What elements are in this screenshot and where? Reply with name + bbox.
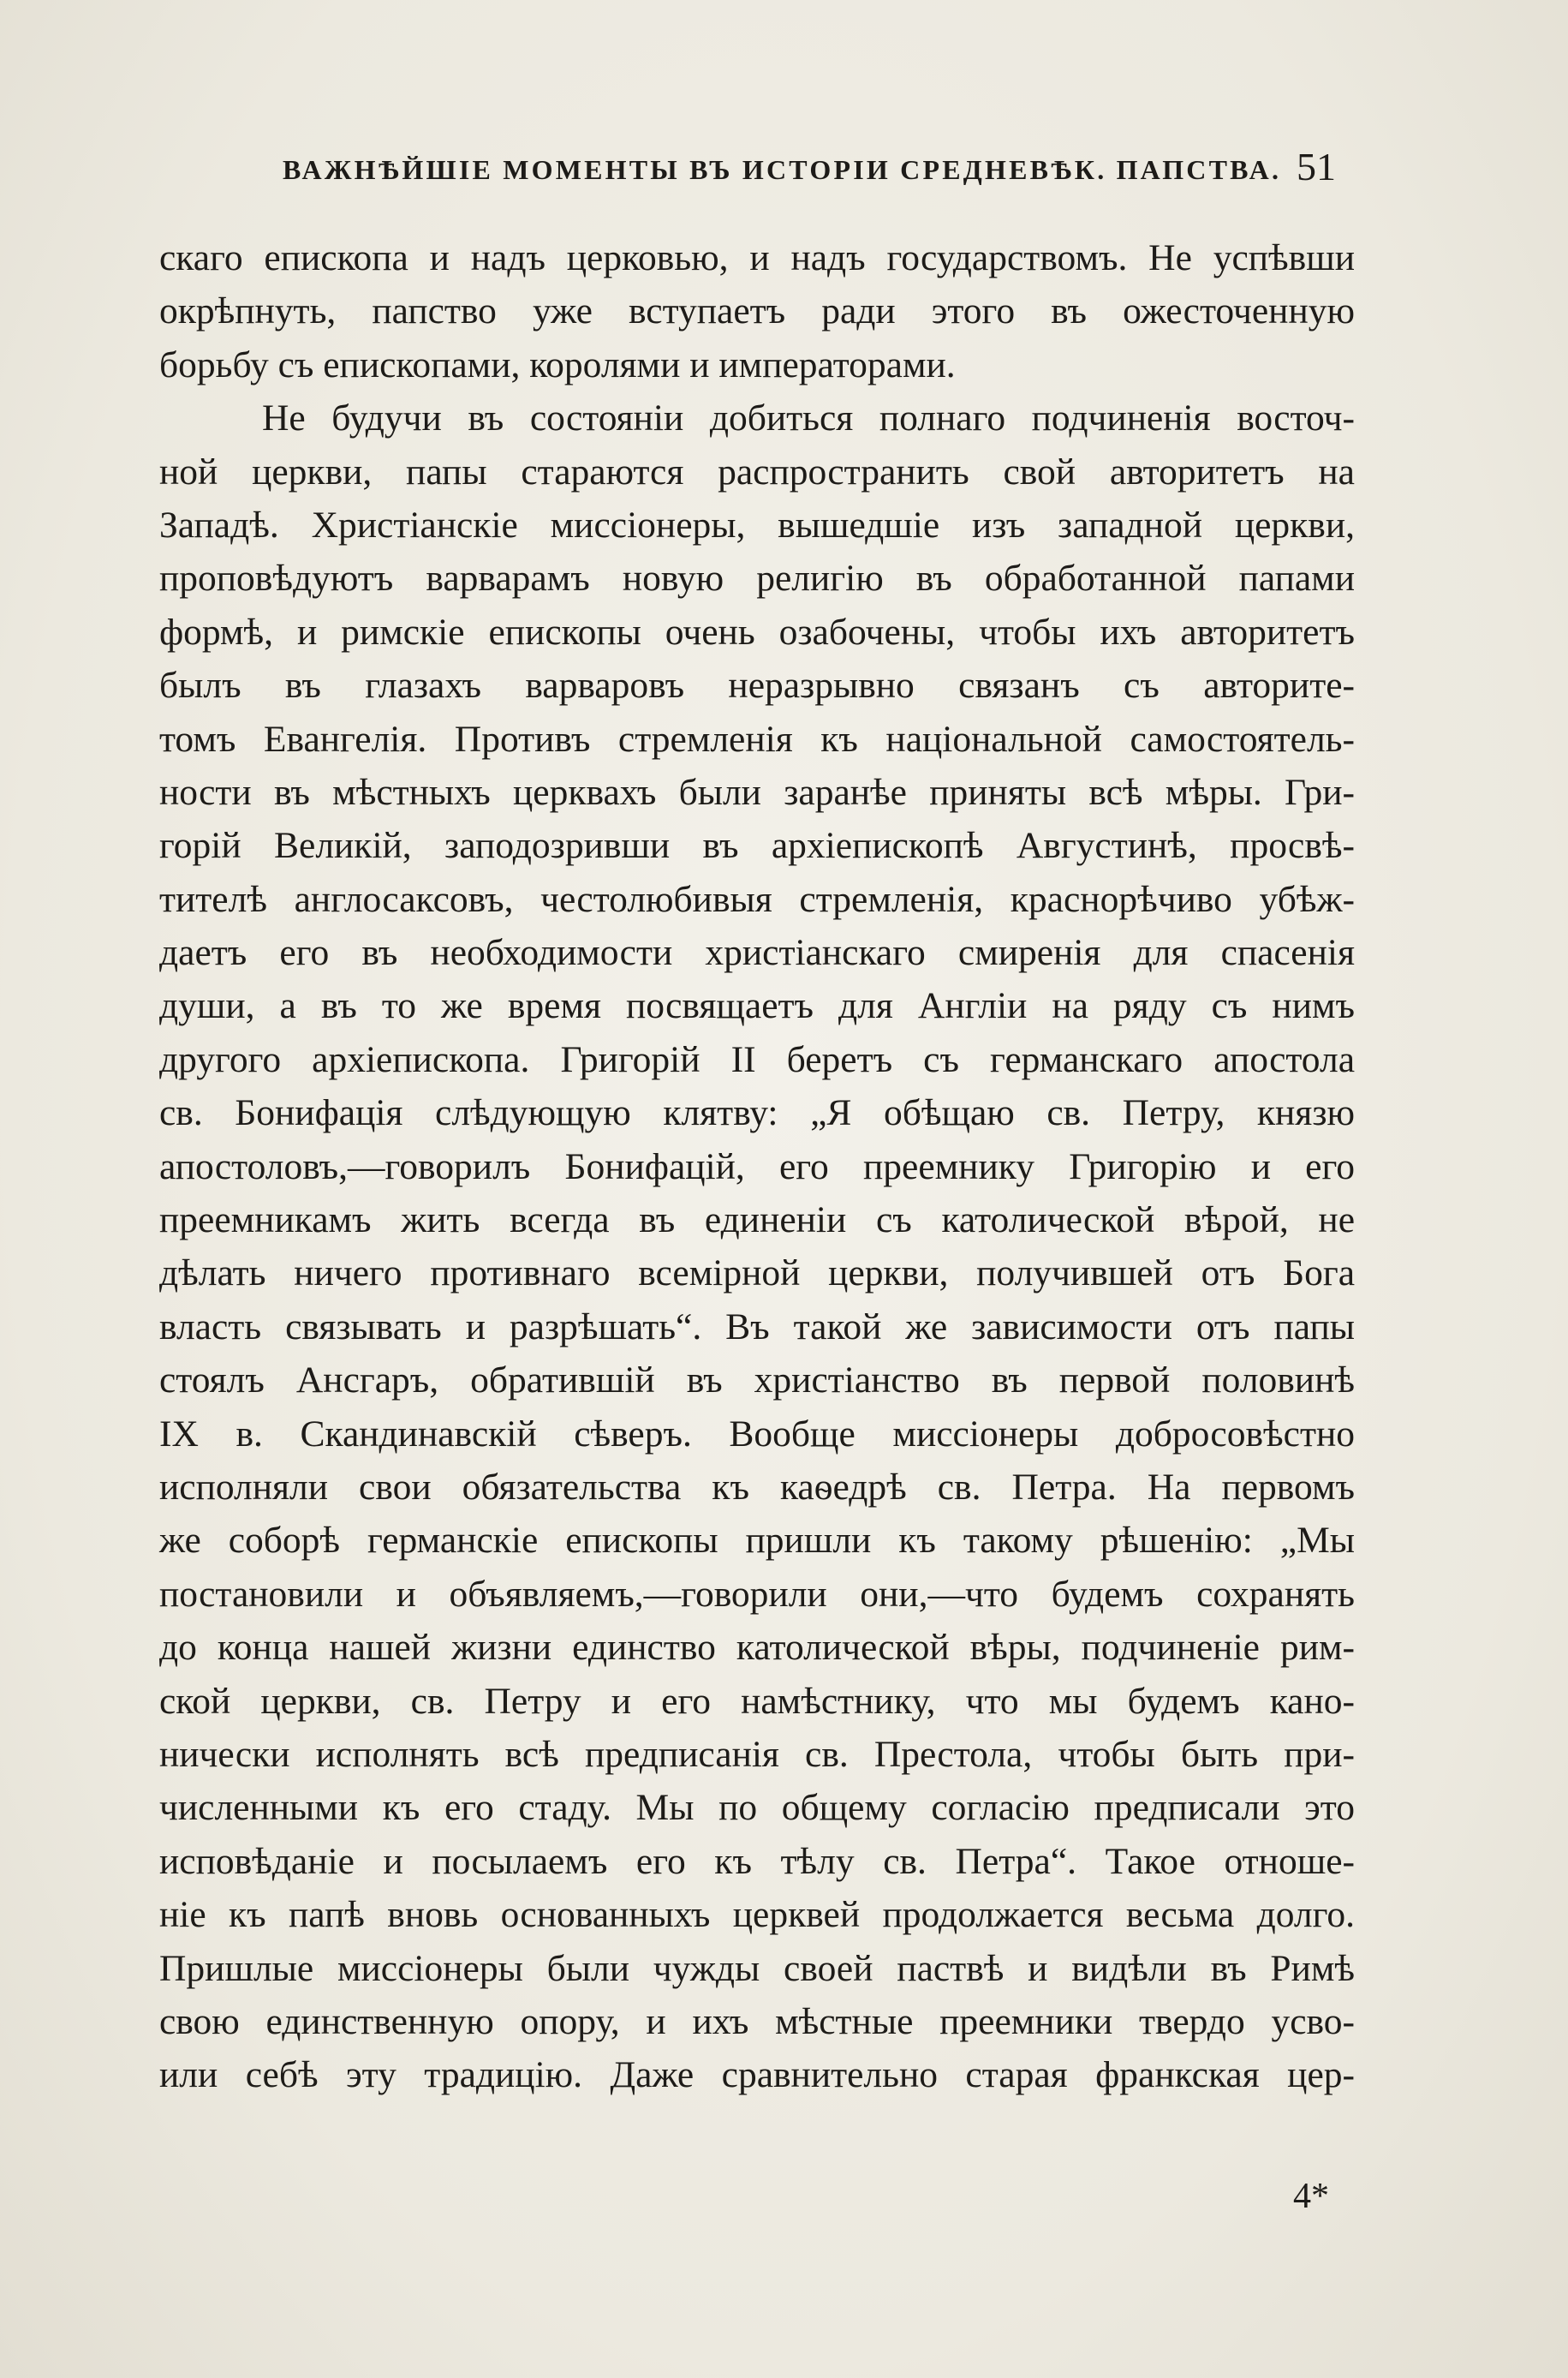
text-line: томъ Евангелія. Противъ стремленія къ національной самостоятель- xyxy=(159,718,1355,760)
text-line: былъ въ глазахъ варваровъ неразрывно связанъ съ авторите- xyxy=(159,665,1355,707)
text-line: души, а въ то же время посвящаетъ для Англіи на ряду съ нимъ xyxy=(159,985,1355,1027)
text-line: же соборѣ германскіе епископы пришли къ такому рѣшенію: „Мы xyxy=(159,1520,1355,1562)
text-line: Пришлые миссіонеры были чужды своей паствѣ и видѣли въ Римѣ xyxy=(159,1947,1355,1989)
text-line: ніе къ папѣ вновь основанныхъ церквей продолжается весьма долго. xyxy=(159,1894,1355,1936)
text-line: другого архіепископа. Григорій II беретъ съ германскаго апостола xyxy=(159,1038,1355,1080)
text-line: тителѣ англосаксовъ, честолюбивыя стремленія, краснорѣчиво убѣж- xyxy=(159,878,1355,920)
text-line: Не будучи въ состояніи добиться полнаго подчиненія восточ- xyxy=(262,397,1355,439)
text-line: формѣ, и римскіе епископы очень озабочены, чтобы ихъ авторитетъ xyxy=(159,611,1355,653)
body-text xyxy=(159,231,1355,2102)
text-line: Западѣ. Христіанскіе миссіонеры, вышедшіе изъ западной церкви, xyxy=(159,504,1355,546)
text-line: численными къ его стаду. Мы по общему согласію предписали это xyxy=(159,1787,1355,1829)
text-line: борьбу съ епископами, королями и императорами. xyxy=(159,344,956,385)
text-line: нически исполнять всѣ предписанія св. Престола, чтобы быть при- xyxy=(159,1733,1355,1775)
text-line: дѣлать ничего противнаго всемірной церкви, получившей отъ Бога xyxy=(159,1252,1355,1294)
text-line: до конца нашей жизни единство католической вѣры, подчиненіе рим- xyxy=(159,1627,1355,1669)
running-header xyxy=(283,144,1336,195)
text-line: горій Великій, заподозривши въ архіепископѣ Августинѣ, просвѣ- xyxy=(159,825,1355,867)
text-line: стоялъ Ансгаръ, обратившій въ христіанство въ первой половинѣ xyxy=(159,1359,1355,1401)
text-line: исповѣданіе и посылаемъ его къ тѣлу св. Петра“. Такое отноше- xyxy=(159,1840,1355,1882)
page-number: 51 xyxy=(1297,145,1336,188)
text-line: ской церкви, св. Петру и его намѣстнику, что мы будемъ кано- xyxy=(159,1680,1355,1722)
text-line: IX в. Скандинавскій сѣверъ. Вообще миссіонеры добросовѣстно xyxy=(159,1413,1355,1455)
text-line: преемникамъ жить всегда въ единеніи съ католической вѣрой, не xyxy=(159,1199,1355,1241)
text-line: исполняли свои обязательства къ каѳедрѣ св. Петра. На первомъ xyxy=(159,1466,1355,1508)
text-line: св. Бонифація слѣдующую клятву: „Я обѣщаю св. Петру, князю xyxy=(159,1092,1355,1134)
text-line: апостоловъ,—говорилъ Бонифацій, его преемнику Григорію и его xyxy=(159,1145,1355,1187)
text-line: власть связывать и разрѣшать“. Въ такой же зависимости отъ папы xyxy=(159,1306,1355,1347)
text-line: проповѣдуютъ варварамъ новую религію въ обработанной папами xyxy=(159,558,1355,600)
signature-mark: 4* xyxy=(1293,2177,1329,2216)
text-line: окрѣпнуть, папство уже вступаетъ ради этого въ ожесточенную xyxy=(159,290,1355,332)
text-line: постановили и объявляемъ,—говорили они,—что будемъ сохранять xyxy=(159,1573,1355,1615)
text-line: или себѣ эту традицію. Даже сравнительно старая франкская цер- xyxy=(159,2054,1355,2096)
text-line: даетъ его въ необходимости христіанскаго смиренія для спасенія xyxy=(159,932,1355,974)
text-line: скаго епископа и надъ церковью, и надъ государствомъ. Не успѣвши xyxy=(159,237,1355,278)
text-line: ности въ мѣстныхъ церквахъ были заранѣе приняты всѣ мѣры. Гри- xyxy=(159,771,1355,813)
text-line: свою единственную опору, и ихъ мѣстные преемники твердо усво- xyxy=(159,2000,1355,2042)
running-title: ВАЖНѢЙШІЕ МОМЕНТЫ ВЪ ИСТОРІИ СРЕДНЕВѢК. ПАПСТВА. xyxy=(283,154,1282,185)
text-line: ной церкви, папы стараются распространить свой авторитетъ на xyxy=(159,451,1355,493)
